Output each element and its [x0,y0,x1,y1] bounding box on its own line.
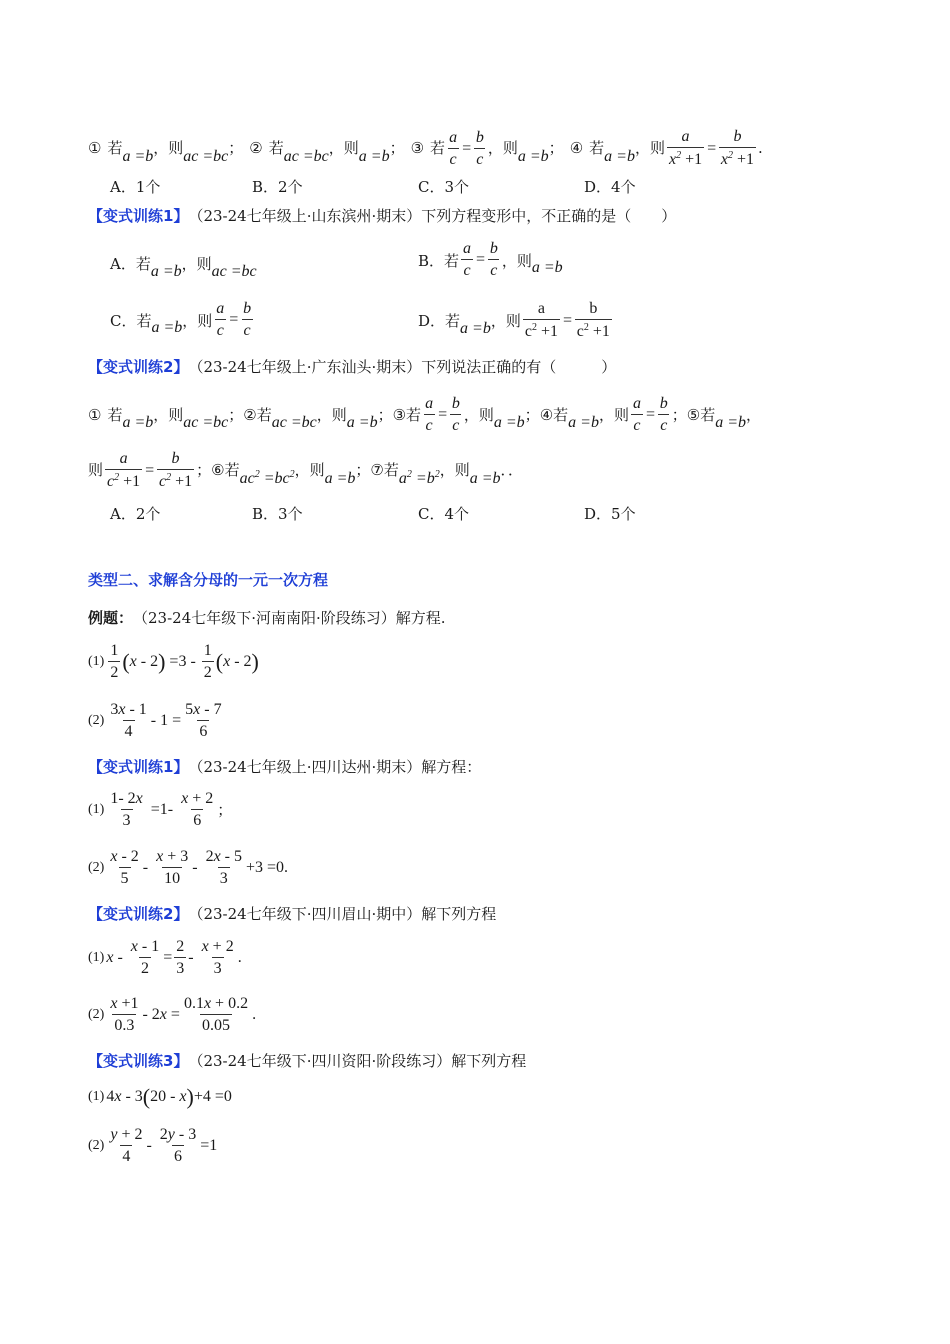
ze-text: ，则 [153,139,184,158]
ruo-text: 若 [383,461,399,480]
math-ac-eq-bc: ac =bc [183,414,229,432]
fraction-b-over-c: $\frac{b}{c}$ [489,240,498,280]
math-a-eq-b: a =b [568,414,599,432]
fraction-3x-minus-1-over-4: $\frac{3x - 1}{4}$ [110,701,147,741]
fraction-b-over-c2-plus-1: $\frac{b}{c^2 +1}$ [576,300,610,341]
variant-2-header [88,360,890,375]
comma: ， [746,405,762,424]
option-c[interactable]: C．4个 [418,505,470,523]
math-a-eq-b: a =b [151,319,183,337]
fraction-a-over-x2-plus-1: $\frac{a}{x^2 +1}$ [668,128,703,169]
circle-four: ④ [539,405,554,424]
fraction-x-plus-2-over-3: $\frac{x + 2}{3}$ [201,938,234,978]
math-a-eq-b: a =b [150,262,182,280]
equation-label: (2) [88,860,105,876]
math-a-eq-b: a =b [493,414,525,432]
fraction-a-over-c: $\frac{a}{c}$ [216,300,225,340]
ruo-text: 若 [107,139,123,158]
ruo-text: 若 [107,405,123,424]
ex-variant-2-header [88,907,890,922]
math-ac-eq-bc: ac =bc [271,414,317,432]
math-ac-eq-bc: ac =bc [183,147,229,165]
fraction-x-plus-3-over-10: $\frac{x + 3}{10}$ [156,848,189,888]
semicolon: ； [355,461,371,480]
fraction-x-minus-1-over-2: $\frac{x - 1}{2}$ [130,938,160,978]
math-a-eq-b: a =b [358,147,390,165]
ze-text: ，则 [634,139,665,158]
fraction-1-over-2: $\frac{1}{2}$ [203,642,212,682]
equation-label: (1) [88,950,105,966]
variant-text: （23-24七年级下·四川资阳·阶段练习）解下列方程 [188,1052,527,1070]
equation-label: (2) [88,713,105,729]
ze-text: ，则 [439,461,470,480]
semicolon: ； [196,461,212,480]
example-header [88,611,890,626]
example-label: 例题： [88,609,134,627]
fraction-x-plus-2-over-6: $\frac{x + 2}{6}$ [181,790,214,830]
ze-text: ，则 [316,405,347,424]
fraction-a-over-c2-plus-1: $\frac{a}{c^2 +1}$ [107,450,141,491]
variant-tag: 【变式训练2】 [88,358,189,376]
ex-v3-eq-2: (2) $\frac{y + 2}{4}$ - $\frac{2y - 3}{6}$ =1 [88,1126,218,1166]
ze-text: ，则 [501,251,532,270]
fraction-b-over-c: $\frac{b}{c}$ [243,300,252,340]
question-conditions-line: ① 若 a =b ，则 ac =bc ； ② 若 ac =bc ，则 a =b ； ③ 若 $\frac{a}{c}$ = $\frac{b}{c}$ ，则 a =b ； ④ 若 a =b ，则 $\frac{a}{x^2 +1}$ = $\frac{b}{x^2 +1}$ . [88,128,763,169]
ze-text: ，则 [294,461,325,480]
semicolon: ； [228,139,244,158]
variant-text: （23-24七年级上·广东汕头·期末）下列说法正确的有（ ） [188,358,617,376]
equation-label: (1) [88,1089,105,1104]
fraction-b-over-c: $\frac{b}{c}$ [659,395,668,435]
circle-one: ① [88,405,102,424]
fraction-a-over-c: $\frac{a}{c}$ [463,240,472,280]
semicolon: ； [377,405,393,424]
variant-tag: 【变式训练3】 [88,1052,189,1070]
ze-text: ，则 [328,139,359,158]
ruo-text: 若 [256,405,272,424]
v1-option-c[interactable]: C．若 a =b ，则 $\frac{a}{c}$ = $\frac{b}{c}$ [110,300,252,340]
math-a-eq-b: a =b [715,414,747,432]
ze-text: ，则 [598,405,629,424]
ruo-text: 若 [700,405,716,424]
fraction-a-over-c2-plus-1: $\frac{a}{c^2 +1}$ [524,300,558,341]
fraction-a-over-c: $\frac{a}{c}$ [425,395,434,435]
equation-label: (1) [88,802,105,818]
fraction-y-plus-2-over-4: $\frac{y + 2}{4}$ [110,1126,143,1166]
period: . [758,139,763,158]
math-ac2-eq-bc2: $ac^2 =bc^2$ [239,469,295,488]
circle-five: ⑤ [686,405,701,424]
math-a-eq-b: a =b [517,147,549,165]
ex-v3-eq-1: (1) 4x - 3 ( 20 - x ) +4 =0 [88,1084,232,1109]
ze-text: ，则 [487,139,518,158]
variant-1-header [88,209,890,224]
fraction-5x-minus-7-over-6: $\frac{5x - 7}{6}$ [185,701,222,741]
trailing-dots: ．． [500,461,524,480]
v1-option-a[interactable] [110,253,257,280]
ze-text: ，则 [490,312,521,331]
fraction-2-over-3: $\frac{2}{3}$ [176,938,185,978]
fraction-x-plus-1-over-0.3: $\frac{x +1}{0.3}$ [110,995,139,1035]
fraction-2x-minus-5-over-3: $\frac{2x - 5}{3}$ [205,848,242,888]
option-label: D．若 [418,312,461,331]
circle-three: ③ [410,139,425,158]
math-ac-eq-bc: ac =bc [283,147,329,165]
circle-two: ② [249,139,263,158]
variant-tag: 【变式训练2】 [88,905,189,923]
ex-variant-3-header [88,1054,890,1069]
equation-label: (2) [88,1007,105,1023]
ruo-text: 若 [406,405,422,424]
semicolon: ； [524,405,540,424]
fraction-b-over-c: $\frac{b}{c}$ [475,128,484,168]
option-a[interactable]: A．2个 [110,505,161,523]
fraction-a-over-c: $\frac{a}{c}$ [632,395,641,435]
option-b[interactable]: B．2个 [252,178,303,196]
variant-text: （23-24七年级下·四川眉山·期中）解下列方程 [188,905,497,923]
fraction-1-over-2: $\frac{1}{2}$ [110,642,119,682]
option-d[interactable]: D．4个 [584,178,636,196]
math-a-eq-b: a =b [531,259,563,277]
fraction-a-over-c: $\frac{a}{c}$ [449,128,458,168]
ze-text: ，则 [181,255,212,273]
variant-tag: 【变式训练1】 [88,207,189,225]
fraction-2y-minus-3-over-6: $\frac{2y - 3}{6}$ [159,1126,197,1166]
equation-label: (1) [88,654,105,670]
semicolon: ； [389,139,405,158]
circle-one: ① [88,139,102,158]
ex-v2-eq-1: (1) x - $\frac{x - 1}{2}$ = $\frac{2}{3}$ - $\frac{x + 2}{3}$ . [88,938,242,978]
option-c[interactable]: C．3个 [418,178,470,196]
ze-text: ，则 [463,405,494,424]
math-a-eq-b: a =b [469,469,501,487]
v1-option-b[interactable]: B．若 $\frac{a}{c}$ = $\frac{b}{c}$ ，则 a =b [418,240,563,280]
fraction-b-over-x2-plus-1: $\frac{b}{x^2 +1}$ [720,128,755,169]
variant-text: （23-24七年级上·山东滨州·期末）下列方程变形中，不正确的是（ ） [188,207,677,225]
v2-conditions-line-2: 则 $\frac{a}{c^2 +1}$ = $\frac{b}{c^2 +1}$ ； ⑥ 若 $ac^2 =bc^2$ ，则 a =b ； ⑦ 若 $a^2 =b^2$ ，则 a =b ．． [88,450,524,491]
circle-six: ⑥ [211,461,225,480]
ze-text-start: 则 [88,461,104,480]
fraction-1-minus-2x-over-3: $\frac{1- 2x}{3}$ [110,790,143,830]
math-ac-eq-bc: ac =bc [211,262,257,280]
example-eq-2: (2) $\frac{3x - 1}{4}$ - 1 = $\frac{5x - 7}{6}$ [88,701,222,741]
math-a-eq-b: a =b [122,147,154,165]
option-d[interactable]: D．5个 [584,505,636,523]
ruo-text: 若 [224,461,240,480]
variant-tag: 【变式训练1】 [88,758,189,776]
circle-four: ④ [569,139,584,158]
semicolon: ； [671,405,687,424]
ruo-text: 若 [268,139,284,158]
example-eq-1: (1) $\frac{1}{2}$ ( x - 2 ) =3 - $\frac{1}{2}$ ( x - 2 ) [88,642,259,682]
option-b[interactable]: B．3个 [252,505,303,523]
circle-three: ③ [392,405,407,424]
math-a-eq-b: a =b [604,147,635,165]
math-a-eq-b: a =b [324,469,356,487]
ex-variant-1-header [88,760,890,775]
math-a-eq-b: a =b [346,414,378,432]
circle-seven: ⑦ [370,461,384,480]
ex-v2-eq-2: (2) $\frac{x +1}{0.3}$ - 2x = $\frac{0.1x + 0.2}{0.05}$ . [88,995,257,1035]
fraction-0.1x-plus-0.2-over-0.05: $\frac{0.1x + 0.2}{0.05}$ [183,995,249,1035]
option-label: B．若 [418,251,460,270]
semicolon: ； [217,800,233,819]
ze-text: ，则 [153,405,184,424]
option-label: C．若 [110,311,152,330]
math-a2-eq-b2: $a^2 =b^2$ [398,469,440,488]
ruo-text: 若 [553,405,569,424]
semicolon: ； [228,405,244,424]
section-heading: 类型二、求解含分母的一元一次方程 [88,571,329,589]
fraction-x-minus-2-over-5: $\frac{x - 2}{5}$ [110,848,139,888]
v2-conditions-line-1: ① 若 a =b ，则 ac =bc ； ② 若 ac =bc ，则 a =b ； ③ 若 $\frac{a}{c}$ = $\frac{b}{c}$ ，则 a =b ； ④ 若 a =b ，则 $\frac{a}{c}$ = $\frac{b}{c}$ ； ⑤ 若 a =b ， [88,395,762,435]
ruo-text: 若 [589,139,605,158]
circle-two: ② [243,405,257,424]
fraction-b-over-c2-plus-1: $\frac{b}{c^2 +1}$ [158,450,193,491]
v1-option-d[interactable]: D．若 a =b ，则 $\frac{a}{c^2 +1}$ = $\frac{b}{c^2 +1}$ [418,300,610,341]
section-title [88,573,890,588]
math-a-eq-b: a =b [122,414,154,432]
fraction-b-over-c: $\frac{b}{c}$ [451,395,460,435]
ze-text: ，则 [182,311,213,330]
option-a[interactable]: A．1个 [110,178,161,196]
equation-label: (2) [88,1138,105,1154]
variant-text: （23-24七年级上·四川达州·期末）解方程： [188,758,482,776]
ex-v1-eq-1: (1) $\frac{1- 2x}{3}$ =1- $\frac{x + 2}{6}$ ； [88,790,233,830]
option-label: A．若 [110,255,151,273]
semicolon: ； [548,139,564,158]
ex-v1-eq-2: (2) $\frac{x - 2}{5}$ - $\frac{x + 3}{10}$ - $\frac{2x - 5}{3}$ +3 =0. [88,848,289,888]
example-text: （23-24七年级下·河南南阳·阶段练习）解方程. [133,609,446,627]
math-a-eq-b: a =b [460,319,491,337]
ruo-text: 若 [430,139,446,158]
